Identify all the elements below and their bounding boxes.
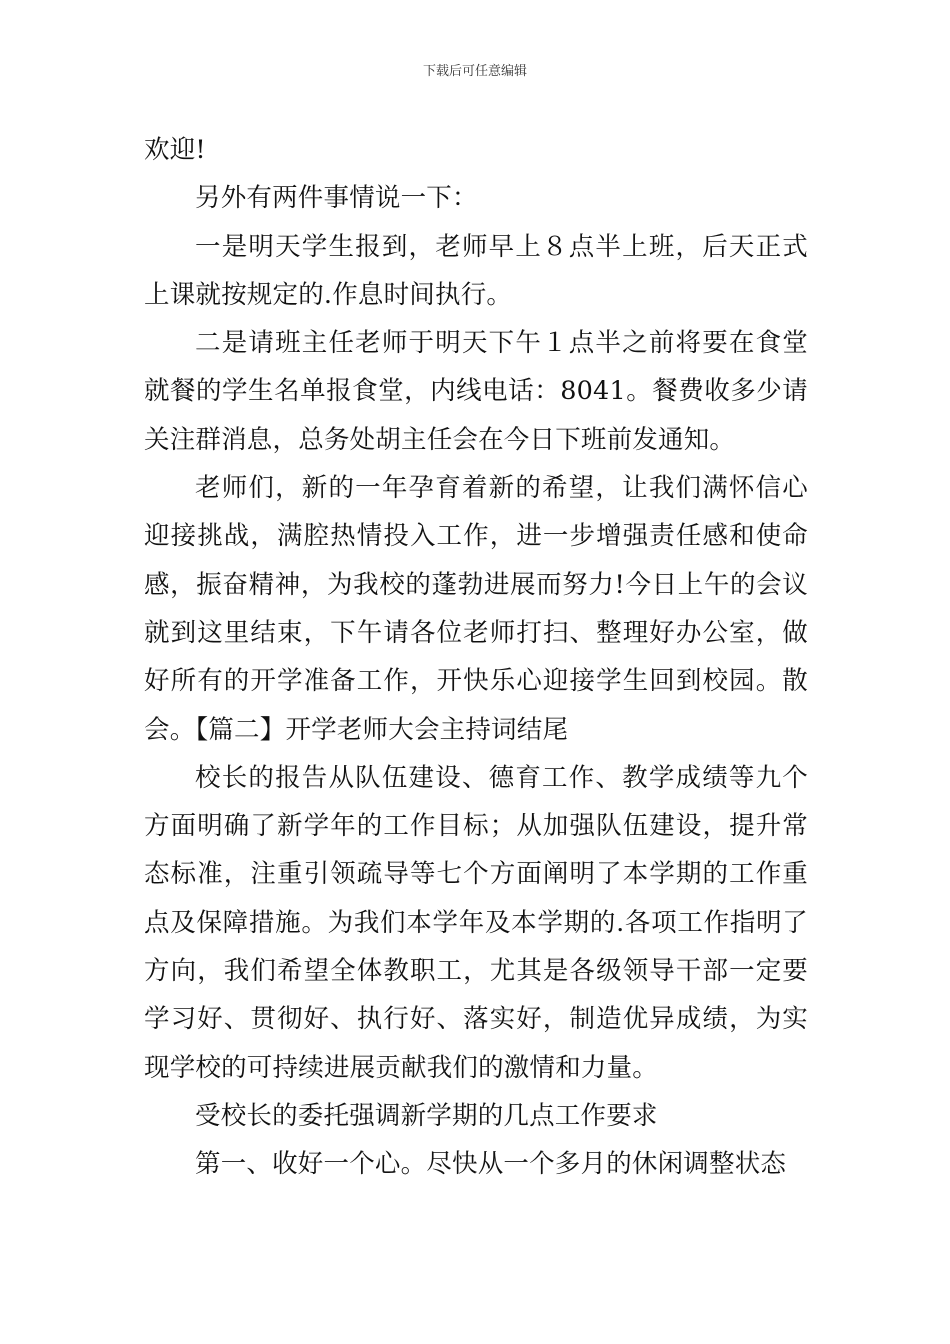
paragraph-two-matters: 另外有两件事情说一下： xyxy=(195,183,478,214)
paragraph-item-two: 二是请班主任老师于明天下午１点半之前将要在食堂就餐的学生名单报食堂，内线电话：8041。餐费收多少请关注群消息，总务处胡主任会在今日下班前发通知。 xyxy=(144,328,808,455)
page-header-note: 下载后可任意编辑 xyxy=(422,64,527,79)
paragraph-welcome: 欢迎! xyxy=(144,135,206,165)
paragraph-requirements-intro: 受校长的委托强调新学期的几点工作要求 xyxy=(195,1100,658,1131)
paragraph-item-one: 一是明天学生报到，老师早上８点半上班，后天正式上课就按规定的.作息时间执行。 xyxy=(144,231,808,310)
paragraph-principal-report: 校长的报告从队伍建设、德育工作、教学成绩等九个方面明确了新学年的工作目标；从加强队伍建设，提升常态标准，注重引领疏导等七个方面阐明了本学期的工作重点及保障措施。为我们本学年及本学期的.各项工作指明了方向，我们希望全体教职工，尤其是各级领导干部一定要学习好、贯彻好、执行好、落实好，制造优异成绩，为实现学校的可持续进展贡献我们的激情和力量。 xyxy=(144,762,808,1083)
paragraph-closing: 老师们，新的一年孕育着新的希望，让我们满怀信心迎接挑战，满腔热情投入工作，进一步增强责任感和使命感，振奋精神，为我校的蓬勃进展而努力!今日上午的会议就到这里结束，下午请各位老师打扫、整理好办公室，做好所有的开学准备工作，开快乐心迎接学生回到校园。散会。【篇二】开学老师大会主持词结尾 xyxy=(144,473,808,745)
document-body xyxy=(144,126,808,1189)
paragraph-first-requirement: 第一、收好一个心。尽快从一个多月的休闲调整状态 xyxy=(195,1149,787,1180)
